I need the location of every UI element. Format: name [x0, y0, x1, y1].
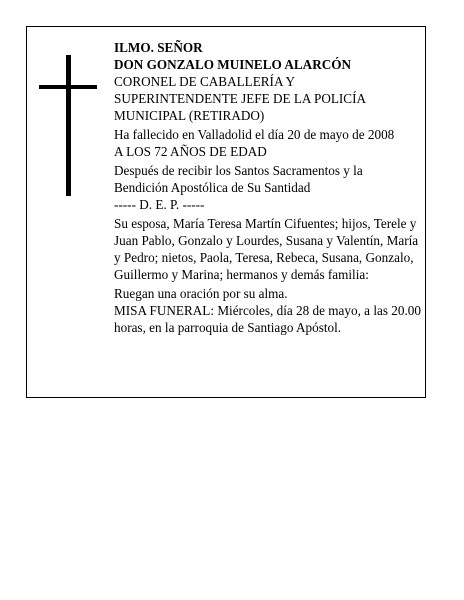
sacraments-line-1: Después de recibir los Santos Sacramentos y la: [114, 163, 363, 178]
prayer-line: Ruegan una oración por su alma.: [114, 286, 288, 301]
deceased-name: DON GONZALO MUINELO ALARCÓN: [114, 57, 352, 72]
family-paragraph: Su esposa, María Teresa Martín Cifuentes; hijos, Terele y Juan Pablo, Gonzalo y Lourdes, Susana y Valentín, María y Pedro; nietos, Paola, Teresa, Rebeca, Susana, Gonzalo, Guillermo y Marina; hermanos y demás familia:: [114, 216, 419, 282]
honorific: ILMO. SEÑOR: [114, 40, 203, 55]
funeral-paragraph: MISA FUNERAL: Miércoles, día 28 de mayo, a las 20.00 horas, en la parroquia de Santiago Apóstol.: [114, 303, 421, 335]
dep-line: ----- D. E. P. -----: [114, 197, 205, 212]
cross-horizontal-bar: [39, 85, 97, 89]
sacraments-line-2: Bendición Apostólica de Su Santidad: [114, 180, 311, 195]
death-line: Ha fallecido en Valladolid el día 20 de mayo de 2008: [114, 127, 395, 142]
title-line-3: MUNICIPAL (RETIRADO): [114, 108, 265, 123]
title-line-1: CORONEL DE CABALLERÍA Y: [114, 74, 296, 89]
obituary-notice: [26, 26, 426, 398]
cross-vertical-bar: [66, 55, 71, 196]
title-line-2: SUPERINTENDENTE JEFE DE LA POLICÍA: [114, 91, 367, 106]
notice-text: [114, 39, 424, 336]
age-line: A LOS 72 AÑOS DE EDAD: [114, 144, 267, 159]
